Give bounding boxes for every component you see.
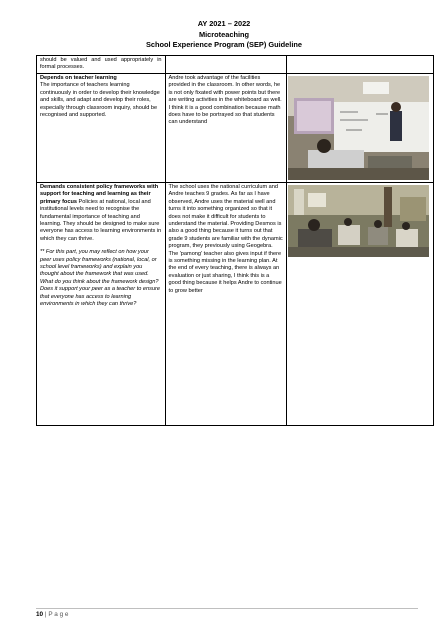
classroom-photo-students — [288, 185, 429, 257]
principle-cell — [37, 56, 166, 74]
principle-title: Demands consistent policy frameworks with support for teaching and learning as their primary focus — [40, 184, 159, 205]
principle-description: The importance of teachers learning continuously in order to develop their knowledge and skills, and adapt and develop their roles, especially through classroom inquiry, should be recognised and supported. — [40, 82, 160, 119]
classroom-photo-whiteboard — [288, 76, 429, 180]
table-row — [37, 183, 434, 426]
footer-rule — [36, 608, 418, 609]
evidence-cell — [286, 183, 433, 426]
table-row — [37, 74, 434, 183]
reflection-cell — [165, 56, 286, 74]
principle-title: Depends on teacher learning — [40, 75, 117, 81]
reflection-text: Andre took advantage of the facilities provided in the classroom. In other words, he is not only fixated with power points but there are writing activities in the whiteboard as well. I think it is a good combination because math does have to be portrayed so that students can understand — [168, 75, 282, 126]
page-label: P a g e — [48, 611, 69, 618]
academic-year: AY 2021 – 2022 — [197, 19, 251, 28]
table-row — [37, 56, 434, 74]
reflection-cell — [165, 183, 286, 426]
principle-cell — [37, 183, 166, 426]
principle-continuation: should be valued and used appropriately in formal processes. — [40, 57, 162, 71]
principle-description: Policies at national, local and institutional levels need to recognise the fundamental importance of teaching and learning. They should be designed to make sure everyone has access to learning environments in which they can thrive. — [40, 198, 162, 242]
guideline-title: School Experience Program (SEP) Guideline — [145, 40, 303, 49]
reflection-table — [36, 55, 434, 426]
reflection-prompt-note: ** For this part, you may reflect on how your peer uses policy frameworks (national, local, or school level frameworks) and explain you thought about the framework that was used. What do you think about the framework design? Does it support your peer as a teacher to ensure that everyone has access to learning environments in which they can thrive? — [40, 249, 161, 308]
course-title: Microteaching — [198, 29, 250, 39]
principle-cell — [37, 74, 166, 183]
page-number: 10 — [36, 611, 44, 618]
reflection-text: The school uses the national curriculum and Andre teaches 9 grades. As far as I have observed, Andre uses the material well and turns it into something organized so that it does not make it difficult for students to understand the material. Providing Desmos is also a good thing because it turns out that grade 9 students are familiar with the dynamic program, they previously using Geogebra. The 'pamong' teacher also gives input if there is something missing in the learning plan. At the end of every teaching, there is always an evaluation or just sharing, I think this is a good thing because it helps Andre to continue to grow better — [168, 184, 283, 294]
footer-separator: | — [43, 611, 49, 618]
reflection-cell — [165, 74, 286, 183]
evidence-cell — [286, 74, 433, 183]
page-footer — [36, 611, 68, 618]
document-header — [0, 19, 448, 51]
evidence-cell — [286, 56, 433, 74]
